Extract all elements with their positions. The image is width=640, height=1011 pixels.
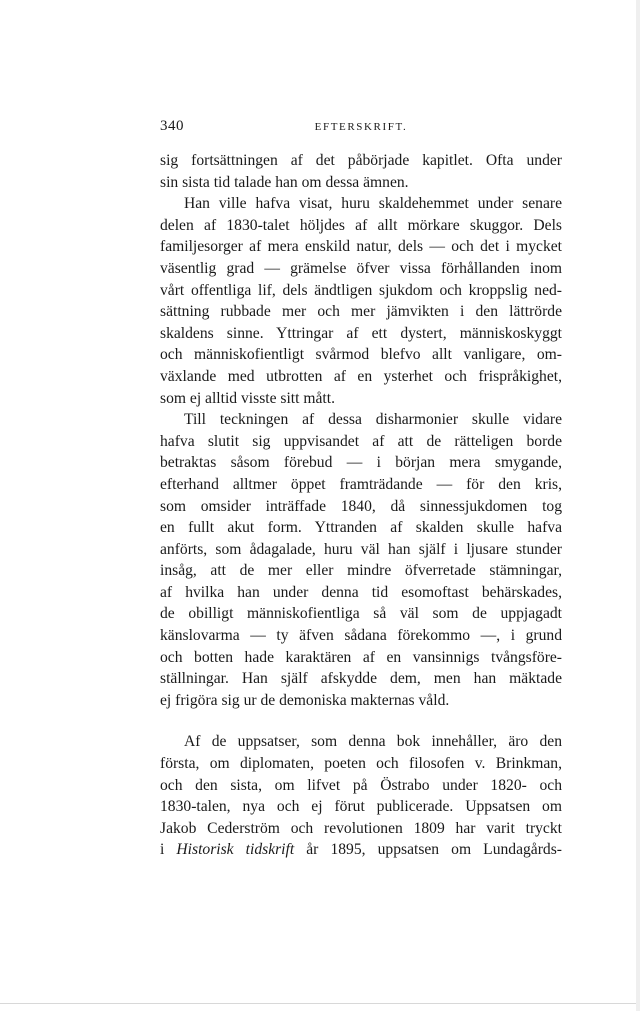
text-line: och den sista, om lifvet på Östrabo under 1820- och — [160, 776, 562, 794]
text-line: de obilligt människofientliga så väl som de uppjagadt — [160, 605, 562, 623]
page-number: 340 — [160, 118, 184, 134]
text-line — [160, 839, 562, 861]
text-line: ej frigöra sig ur de demoniska makternas våld. — [160, 691, 450, 709]
paragraph — [160, 150, 562, 193]
text-line: och botten hade karaktären af en vansinnigs tvångsföre- — [160, 648, 562, 666]
body-text — [160, 150, 562, 861]
text-line: anförts, som ådagalade, huru väl han själf i ljusare stunder — [160, 540, 562, 558]
text-line: växlande med utbrotten af en ysterhet och frispråkighet, — [160, 367, 562, 385]
text-line: hafva slutit sig uppvisandet af att de rätteligen borde — [160, 432, 562, 450]
paragraph — [160, 193, 562, 409]
text-fragment: år 1895, uppsatsen om Lundagårds- — [294, 841, 562, 859]
paragraph — [160, 731, 562, 861]
running-title: EFTERSKRIFT. — [314, 121, 408, 133]
text-line: insåg, att de mer eller mindre öfverretade stämningar, — [160, 562, 562, 580]
text-line: känslovarma — ty äfven sådana förekommo —, i grund — [160, 627, 562, 645]
text-line: sig fortsättningen af det påbörjade kapitlet. Ofta under — [160, 152, 562, 169]
text-line: vårt offentliga lif, dels ändtligen sjukdom och kroppslig ned- — [160, 281, 562, 299]
text-fragment: i — [160, 841, 177, 859]
text-line: första, om diplomaten, poeten och filosofen v. Brinkman, — [160, 755, 562, 773]
page-right-edge — [636, 0, 640, 1011]
text-line: Jakob Cederström och revolutionen 1809 har varit tryckt — [160, 819, 562, 837]
text-line: betraktas såsom förebud — i början mera smygande, — [160, 454, 562, 472]
text-line: sin sista tid talade han om dessa ämnen. — [160, 173, 409, 191]
text-line: som omsider inträffade 1840, då sinnessjukdomen tog — [160, 497, 562, 515]
text-line: 1830-talen, nya och ej förut publicerade. Uppsatsen om — [160, 798, 562, 816]
text-line: Han ville hafva visat, huru skaldehemmet under senare — [184, 195, 562, 213]
text-line: familjesorger af mera enskild natur, dels — och det i mycket — [160, 238, 562, 256]
section-gap — [160, 711, 562, 731]
paragraph — [160, 409, 562, 711]
text-line: skaldens sinne. Yttringar af ett dystert, människoskyggt — [160, 324, 562, 342]
page-bottom-edge — [0, 1003, 640, 1004]
text-line: efterhand alltmer öppet framträdande — för den kris, — [160, 475, 562, 493]
journal-title: Historisk tidskrift — [176, 841, 295, 859]
text-line: af hvilka han under denna tid esomoftast behärskades, — [160, 583, 562, 601]
text-line: Till teckningen af dessa disharmonier skulle vidare — [184, 411, 562, 429]
text-line: delen af 1830-talet höljdes af allt mörkare skuggor. Dels — [160, 216, 562, 234]
text-line: sättning rubbade mer och mer jämvikten i den lättrörde — [160, 303, 562, 321]
text-line: en fullt akut form. Yttranden af skalden skulle hafva — [160, 519, 562, 537]
text-line: som ej alltid visste sitt mått. — [160, 389, 335, 407]
text-line: väsentlig grad — grämelse öfver vissa förhållanden inom — [160, 259, 562, 277]
text-line: ställningar. Han själf afskydde dem, men han mäktade — [160, 670, 562, 688]
text-line: och människofientligt svårmod blefvo allt vanligare, om- — [160, 346, 562, 364]
text-line: Af de uppsatser, som denna bok innehåller, äro den — [184, 733, 562, 751]
running-head — [160, 118, 562, 138]
